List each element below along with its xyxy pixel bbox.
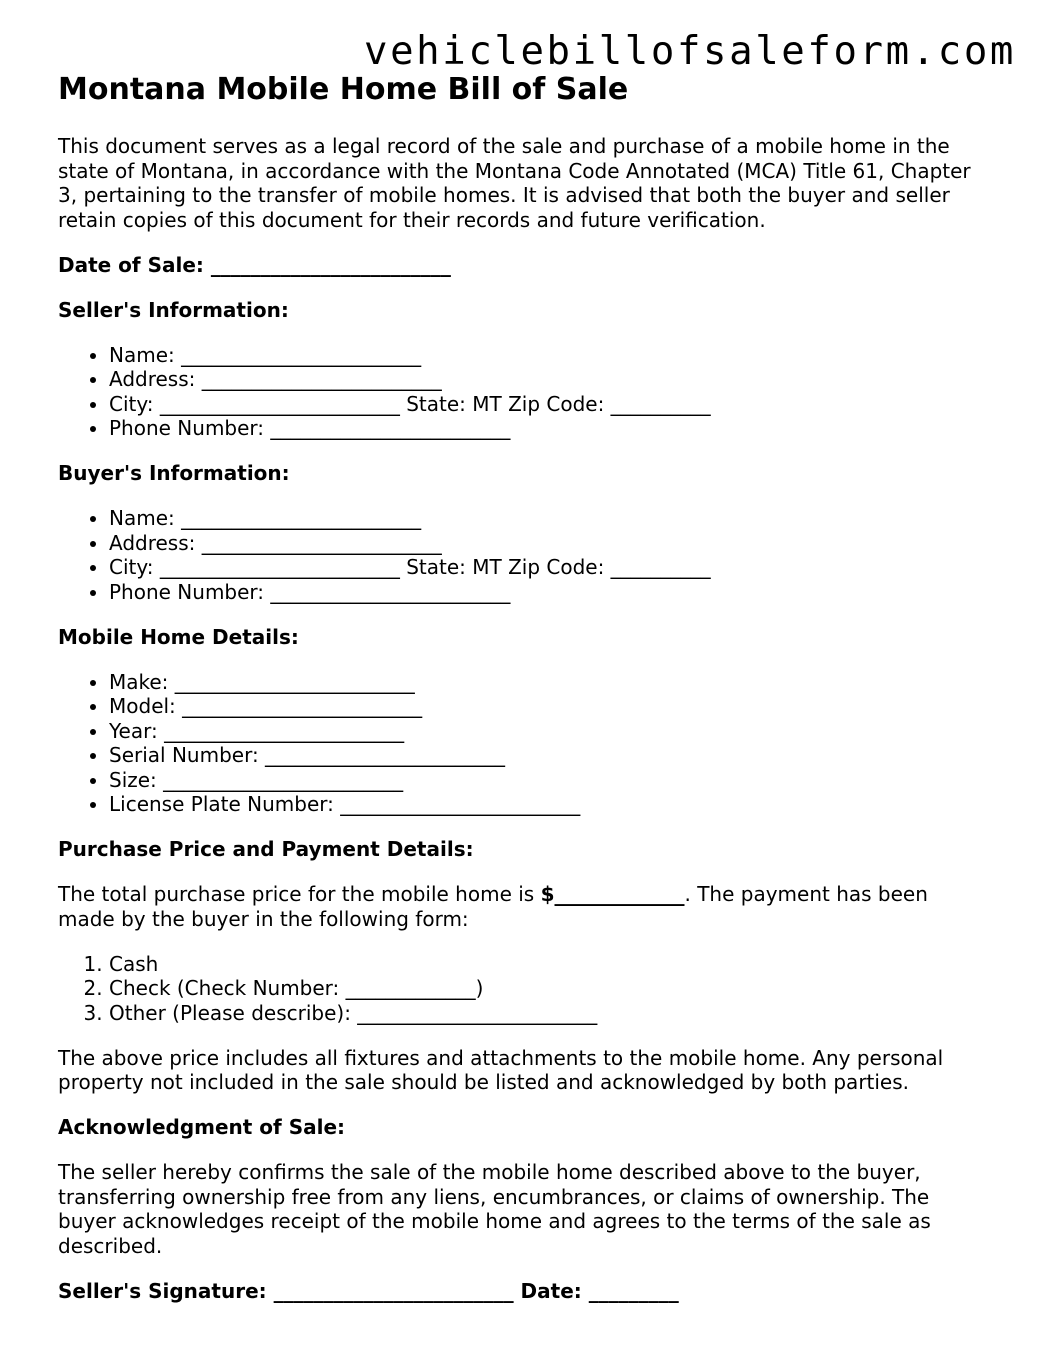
- buyer-address-field: • Address: ________________________: [109, 531, 988, 556]
- buyer-name-field: • Name: ________________________: [109, 506, 988, 531]
- date-of-sale-field: Date of Sale: ________________________: [58, 252, 451, 277]
- buyer-info-list: [58, 506, 988, 604]
- payment-option-check: 2. Check (Check Number: _____________): [109, 976, 988, 1001]
- document-title: Montana Mobile Home Bill of Sale: [58, 72, 629, 107]
- purchase-text-after: . The payment has been made by the buyer in the following form:: [58, 882, 928, 931]
- seller-info-list: [58, 343, 988, 441]
- seller-info-heading: Seller's Information:: [58, 297, 289, 322]
- intro-paragraph: This document serves as a legal record of the sale and purchase of a mobile home in the state of Montana, in accordance with the Montana Code Annotated (MCA) Title 61, Chapter 3, pertaining to the transfer of mobile homes. It is advised that both the buyer and seller retain copies of this document for their records and future verification.: [58, 134, 971, 232]
- purchase-text-before: The total purchase price for the mobile home is: [58, 882, 541, 906]
- seller-phone-field: • Phone Number: ________________________: [109, 416, 988, 441]
- year-field: • Year: ________________________: [109, 719, 988, 744]
- purchase-price-heading: Purchase Price and Payment Details:: [58, 837, 474, 861]
- mobile-home-details-heading: Mobile Home Details:: [58, 624, 299, 649]
- mobile-home-details-list: [58, 670, 988, 817]
- payment-option-other: 3. Other (Please describe): ________________________: [109, 1001, 988, 1026]
- buyer-phone-field: • Phone Number: ________________________: [109, 580, 988, 605]
- size-field: • Size: ________________________: [109, 768, 988, 793]
- fixtures-note-paragraph: The above price includes all fixtures and attachments to the mobile home. Any personal property not included in the sale should be listed and acknowledged by both parties.: [58, 1045, 944, 1094]
- acknowledgment-heading: Acknowledgment of Sale:: [58, 1115, 346, 1139]
- seller-signature-field: Seller's Signature: ________________________ Date: _________: [58, 1278, 679, 1303]
- watermark-text: vehiclebillofsaleform.com: [364, 29, 1016, 74]
- acknowledgment-paragraph: The seller hereby confirms the sale of the mobile home described above to the buyer, transferring ownership free from any liens, encumbrances, or claims of ownership. The buyer acknowledges receipt of the mobile home and agrees to the terms of the sale as described.: [58, 1160, 931, 1258]
- buyer-info-heading: Buyer's Information:: [58, 461, 290, 485]
- document-body: [58, 72, 988, 1303]
- seller-city-state-zip-field: • City: ________________________ State: MT Zip Code: __________: [109, 392, 988, 417]
- model-field: • Model: ________________________: [109, 694, 988, 719]
- license-plate-field: • License Plate Number: ________________________: [109, 792, 988, 817]
- seller-name-field: • Name: ________________________: [109, 343, 988, 368]
- purchase-price-blank: $_____________: [540, 882, 685, 906]
- serial-number-field: • Serial Number: ________________________: [109, 743, 988, 768]
- payment-option-cash: 1. Cash: [109, 952, 988, 977]
- payment-method-list: [58, 952, 988, 1026]
- seller-address-field: • Address: ________________________: [109, 367, 988, 392]
- purchase-price-paragraph: [58, 882, 988, 931]
- make-field: • Make: ________________________: [109, 670, 988, 695]
- buyer-city-state-zip-field: • City: ________________________ State: MT Zip Code: __________: [109, 555, 988, 580]
